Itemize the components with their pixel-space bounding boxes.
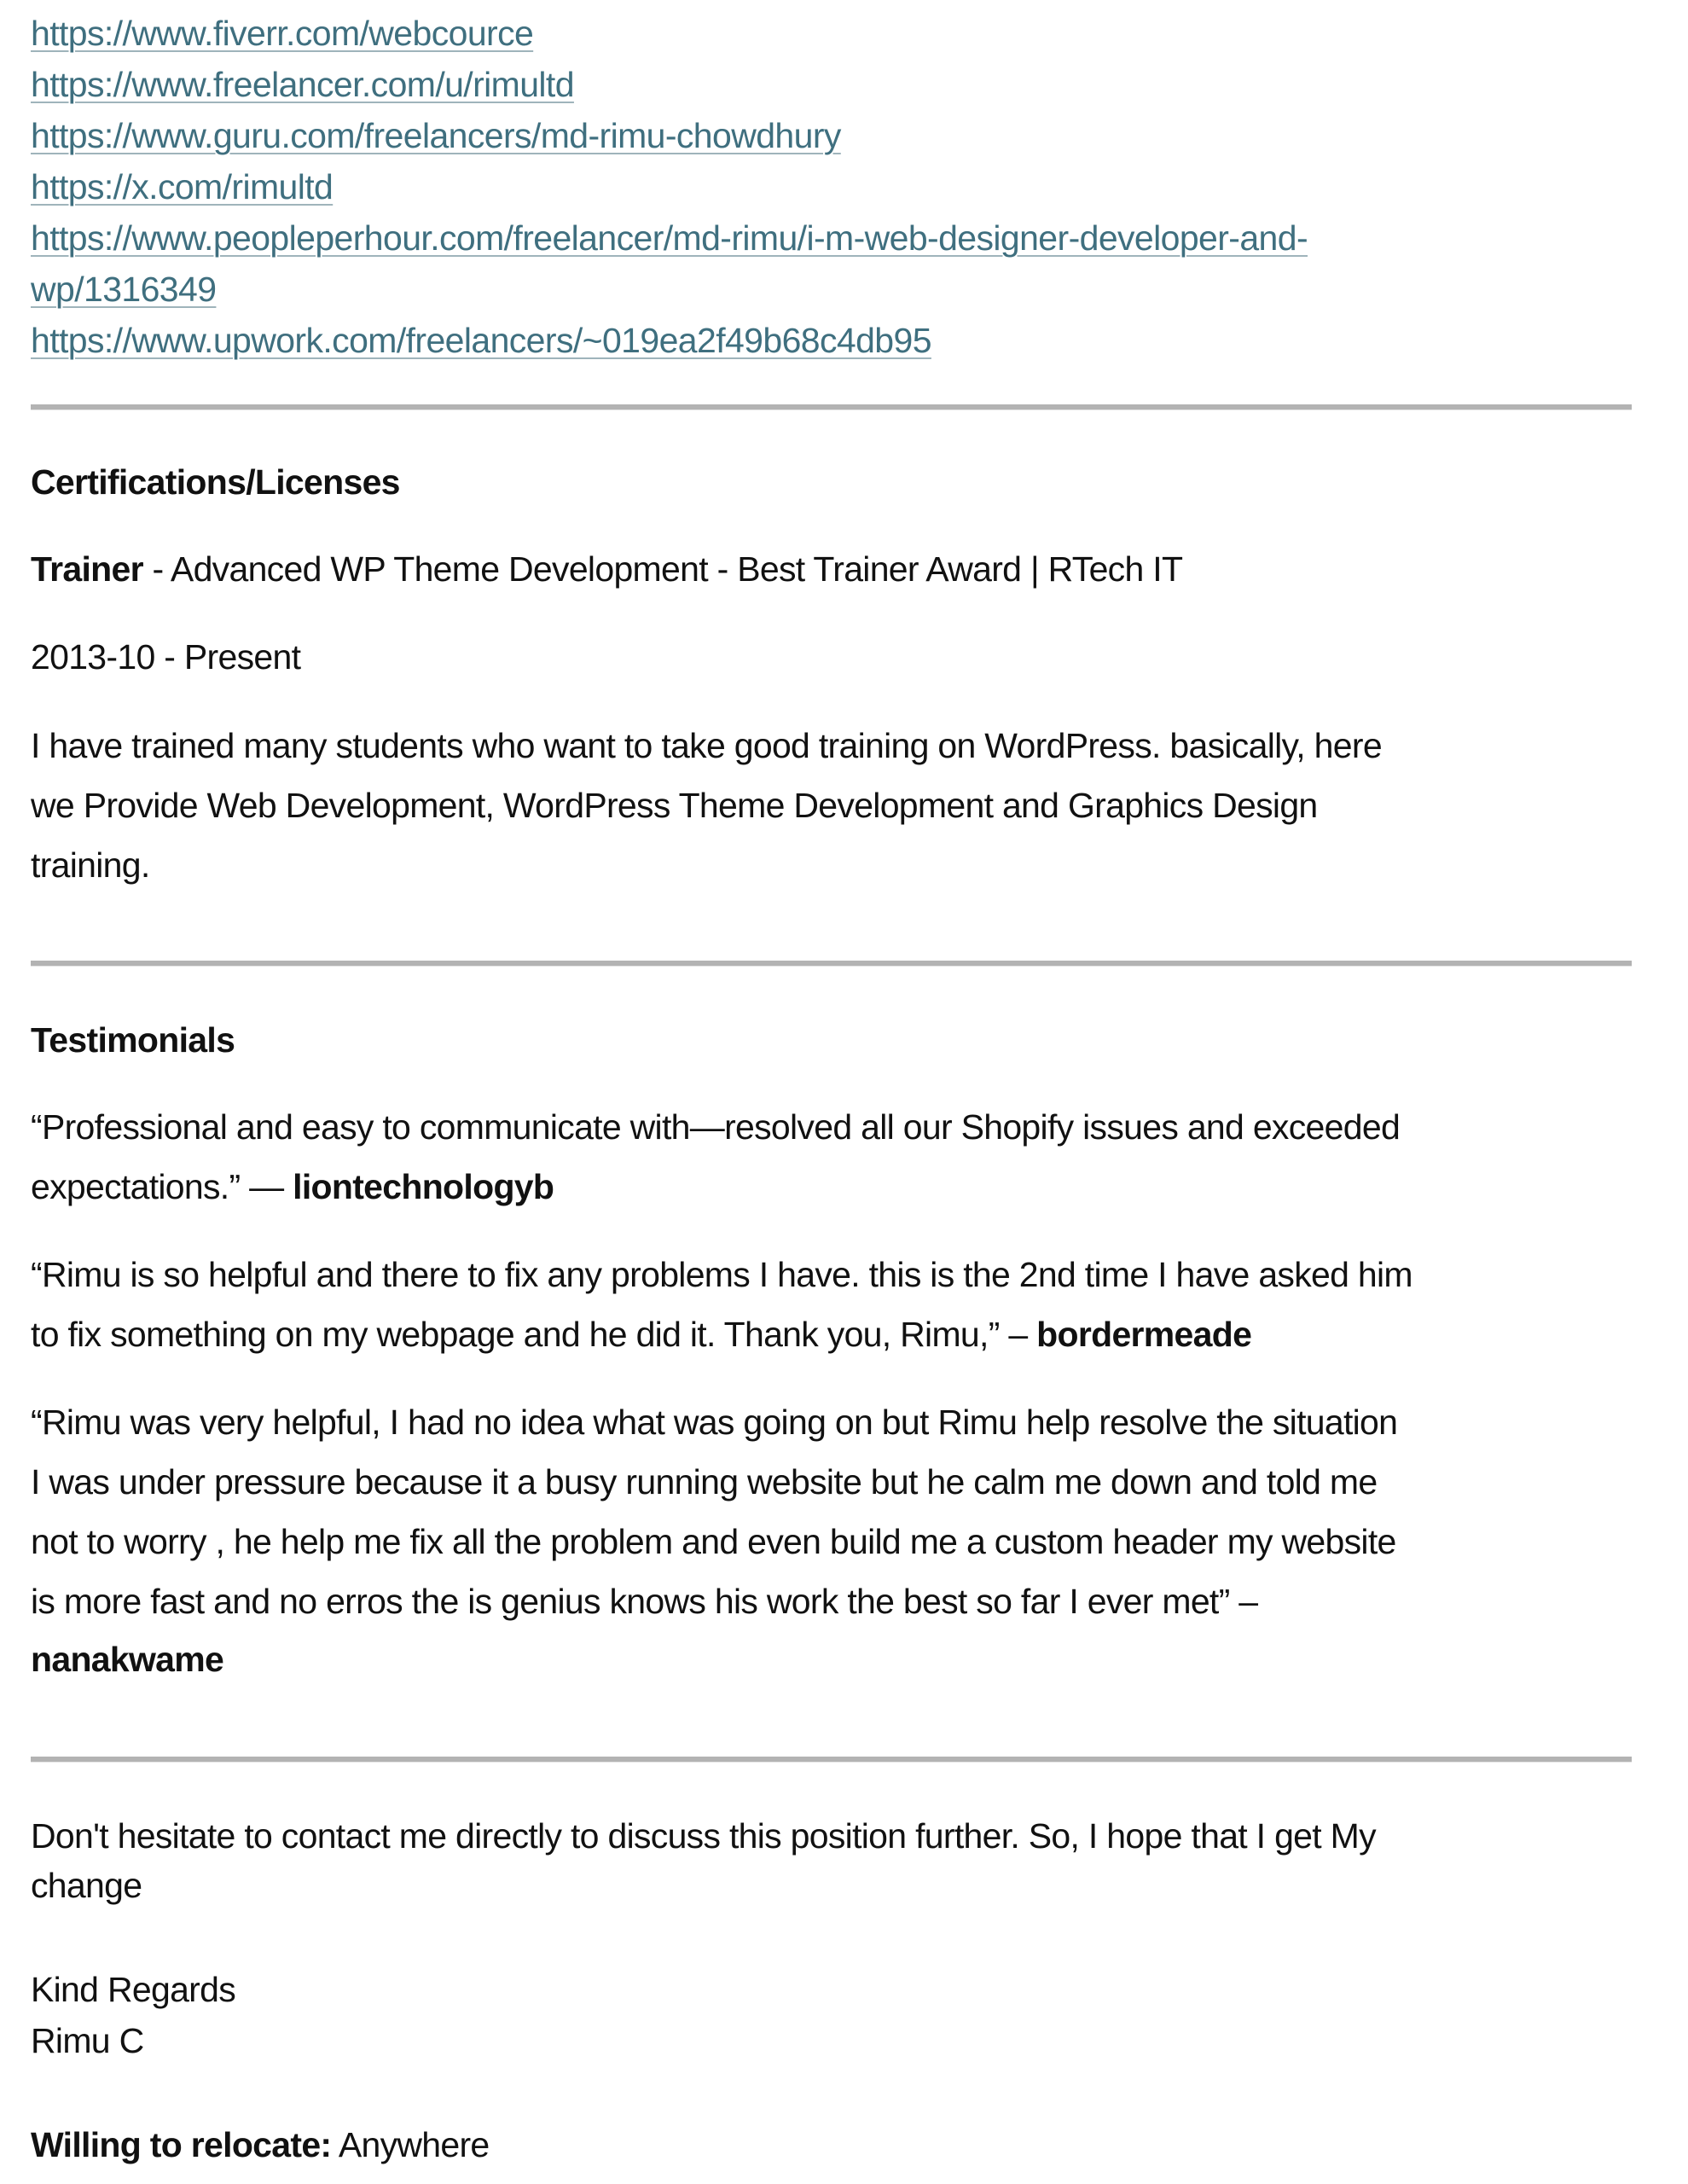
x-profile-link[interactable]: https://x.com/rimultd bbox=[31, 167, 334, 206]
section-divider bbox=[31, 1757, 1632, 1763]
testimonial-text: expectations.” — bbox=[31, 1167, 293, 1206]
testimonials-heading: Testimonials bbox=[31, 1020, 235, 1060]
relocate-label: Willing to relocate: bbox=[31, 2125, 332, 2164]
testimonial-line: not to worry , he help me fix all the problem and even build me a custom header my website bbox=[31, 1522, 1396, 1561]
certification-dates: 2013-10 - Present bbox=[31, 637, 301, 677]
closing-line: Don't hesitate to contact me directly to discuss this position further. So, I hope that I get My bbox=[31, 1816, 1376, 1856]
closing-name: Rimu C bbox=[31, 2021, 144, 2060]
testimonial-author: nanakwame bbox=[31, 1640, 224, 1679]
certification-title-rest: - Advanced WP Theme Development - Best Trainer Award | RTech IT bbox=[142, 549, 1183, 589]
section-divider bbox=[31, 404, 1632, 410]
peopleperhour-profile-link-cont[interactable]: wp/1316349 bbox=[31, 270, 217, 309]
testimonial-author: bordermeade bbox=[1036, 1315, 1252, 1354]
testimonial-line: “Rimu is so helpful and there to fix any problems I have. this is the 2nd time I have asked him bbox=[31, 1255, 1412, 1294]
relocate-value: Anywhere bbox=[331, 2125, 490, 2164]
certification-role: Trainer bbox=[31, 549, 143, 589]
upwork-profile-link[interactable]: https://www.upwork.com/freelancers/~019ea2f49b68c4db95 bbox=[31, 321, 931, 360]
testimonial-line: “Rimu was very helpful, I had no idea what was going on but Rimu help resolve the situation bbox=[31, 1403, 1398, 1442]
certification-description-line: training. bbox=[31, 845, 150, 885]
certification-description-line: we Provide Web Development, WordPress Theme Development and Graphics Design bbox=[31, 786, 1318, 825]
testimonial-line bbox=[31, 1165, 554, 1208]
certifications-heading: Certifications/Licenses bbox=[31, 462, 400, 502]
fiverr-profile-link[interactable]: https://www.fiverr.com/webcource bbox=[31, 14, 534, 53]
relocation-info bbox=[31, 2123, 490, 2166]
testimonial-line: is more fast and no erros the is genius knows his work the best so far I ever met” – bbox=[31, 1582, 1258, 1621]
certification-title bbox=[31, 548, 1182, 590]
certification-description-line: I have trained many students who want to take good training on WordPress. basically, here bbox=[31, 726, 1382, 765]
guru-profile-link[interactable]: https://www.guru.com/freelancers/md-rimu-chowdhury bbox=[31, 116, 841, 155]
testimonial-author: liontechnologyb bbox=[293, 1167, 554, 1206]
testimonial-line: “Professional and easy to communicate with—resolved all our Shopify issues and exceeded bbox=[31, 1107, 1401, 1147]
peopleperhour-profile-link[interactable]: https://www.peopleperhour.com/freelancer/md-rimu/i-m-web-designer-developer-and- bbox=[31, 218, 1308, 258]
section-divider bbox=[31, 961, 1632, 967]
testimonial-text: to fix something on my webpage and he did it. Thank you, Rimu,” – bbox=[31, 1315, 1037, 1354]
testimonial-line: I was under pressure because it a busy running website but he calm me down and told me bbox=[31, 1462, 1378, 1502]
testimonial-line bbox=[31, 1313, 1251, 1356]
closing-regards: Kind Regards bbox=[31, 1970, 236, 2009]
freelancer-profile-link[interactable]: https://www.freelancer.com/u/rimultd bbox=[31, 65, 574, 104]
closing-line: change bbox=[31, 1866, 142, 1905]
